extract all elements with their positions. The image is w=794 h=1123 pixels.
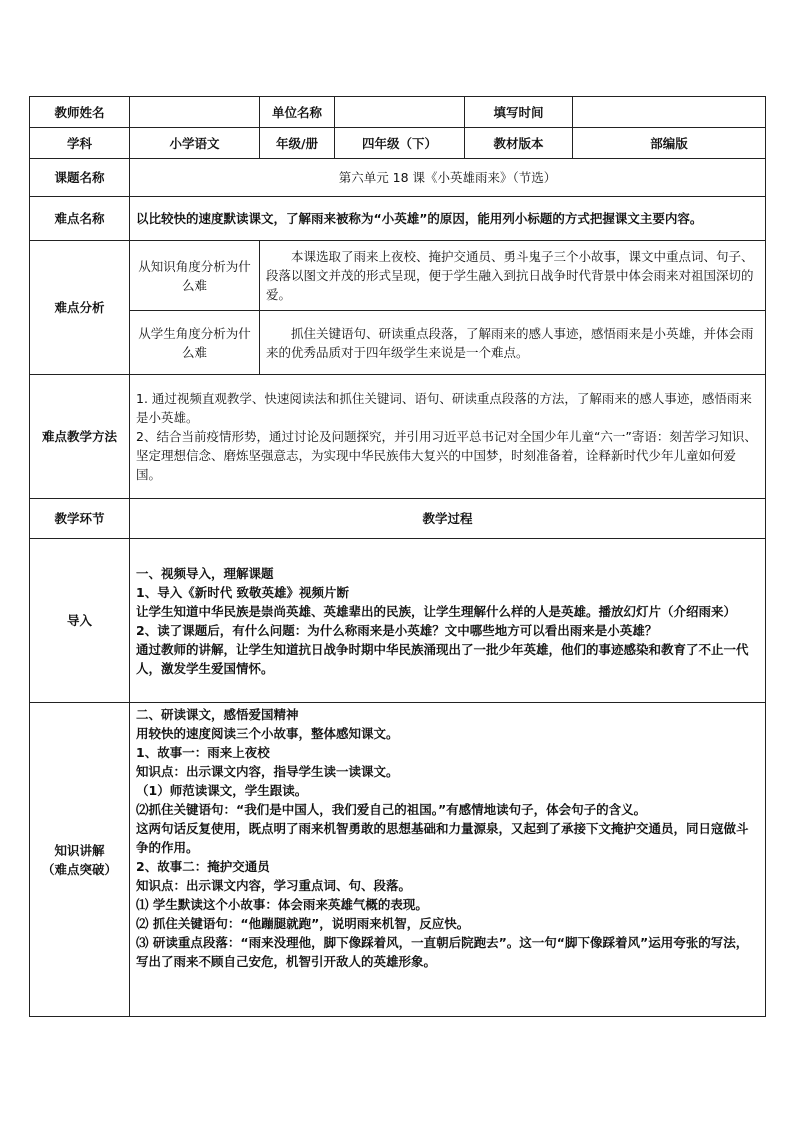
intro-line: 一、视频导入，理解课题 bbox=[136, 565, 274, 581]
table-row-knowledge bbox=[30, 703, 766, 1017]
intro-line: 让学生知道中华民族是崇尚英雄、英雄辈出的民族，让学生理解什么样的人是英雄。播放幻灯片（介绍雨来） bbox=[136, 603, 737, 619]
unit-name-label: 单位名称 bbox=[260, 97, 335, 128]
method-content bbox=[130, 375, 766, 499]
knowledge-line: ⑶ 研读重点段落：“雨来没理他，脚下像踩着风，一直朝后院跑去”。这一句“脚下像踩着风”运用夸张的写法，写出了雨来不顾自己安危，机智引开敌人的英雄形象。 bbox=[136, 935, 749, 969]
knowledge-content bbox=[130, 703, 766, 1017]
table-row-process-header bbox=[30, 499, 766, 539]
knowledge-line: 知识点：出示课文内容，指导学生读一读课文。 bbox=[136, 764, 399, 779]
lesson-plan-table bbox=[29, 96, 766, 1017]
knowledge-angle-label: 从知识角度分析为什么难 bbox=[130, 241, 260, 311]
teacher-name-label: 教师姓名 bbox=[30, 97, 130, 128]
difficulty-value: 以比较快的速度默读课文，了解雨来被称为“小英雄”的原因，能用列小标题的方式把握课文主要内容。 bbox=[130, 197, 766, 241]
knowledge-angle-value: 本课选取了雨来上夜校、掩护交通员、勇斗鬼子三个小故事，课文中重点词、句子、段落以图文并茂的形式呈现，便于学生融入到抗日战争时代背景中体会雨来对祖国深切的爱。 bbox=[260, 241, 766, 311]
knowledge-line: 2、故事二：掩护交通员 bbox=[136, 859, 270, 874]
intro-line: 2、读了课题后，有什么问题：为什么称雨来是小英雄？文中哪些地方可以看出雨来是小英雄？ bbox=[136, 622, 658, 638]
table-row-subject bbox=[30, 128, 766, 159]
edition-value: 部编版 bbox=[573, 128, 766, 159]
topic-value: 第六单元 18 课《小英雄雨来》（节选） bbox=[130, 159, 766, 197]
knowledge-line: 用较快的速度阅读三个小故事，整体感知课文。 bbox=[136, 726, 399, 741]
grade-value: 四年级（下） bbox=[335, 128, 465, 159]
fill-date-label: 填写时间 bbox=[465, 97, 573, 128]
student-angle-label: 从学生角度分析为什么难 bbox=[130, 311, 260, 375]
intro-content bbox=[130, 539, 766, 703]
table-row-intro bbox=[30, 539, 766, 703]
intro-label: 导入 bbox=[30, 539, 130, 703]
table-row-method bbox=[30, 375, 766, 499]
knowledge-line: ⑵ 抓住关键语句：“他蹦腿就跑”，说明雨来机智，反应快。 bbox=[136, 916, 470, 931]
topic-label: 课题名称 bbox=[30, 159, 130, 197]
knowledge-line: 1、故事一：雨来上夜校 bbox=[136, 745, 270, 760]
table-row-teacher bbox=[30, 97, 766, 128]
grade-label: 年级/册 bbox=[260, 128, 335, 159]
unit-name-value bbox=[335, 97, 465, 128]
analysis-label: 难点分析 bbox=[30, 241, 130, 375]
lesson-plan-page bbox=[29, 96, 765, 1017]
intro-line: 通过教师的讲解，让学生知道抗日战争时期中华民族涌现出了一批少年英雄，他们的事迹感染和教育了不止一代人，激发学生爱国情怀。 bbox=[136, 641, 749, 676]
method-item: 2、结合当前疫情形势，通过讨论及问题探究，并引用习近平总书记对全国少年儿童“六一”寄语：刻苦学习知识、坚定理想信念、磨炼坚强意志，为实现中华民族伟大复兴的中国梦，时刻准备着，诠释新时代少年儿童如何爱国。 bbox=[136, 429, 757, 482]
process-header-label: 教学过程 bbox=[130, 499, 766, 539]
teacher-name-value bbox=[130, 97, 260, 128]
table-row-topic bbox=[30, 159, 766, 197]
knowledge-line: （1）师范读课文，学生跟读。 bbox=[136, 783, 308, 798]
table-row-analysis-student bbox=[30, 311, 766, 375]
knowledge-line: 知识点：出示课文内容，学习重点词、句、段落。 bbox=[136, 878, 412, 893]
knowledge-line: 二、研读课文，感悟爱国精神 bbox=[136, 707, 299, 722]
knowledge-line: ⑵抓住关键语句：“我们是中国人，我们爱自己的祖国。”有感情地读句子，体会句子的含义。 bbox=[136, 802, 647, 817]
table-row-analysis-knowledge bbox=[30, 241, 766, 311]
knowledge-line: 这两句话反复使用，既点明了雨来机智勇敢的思想基础和力量源泉，又起到了承接下文掩护交通员，同日寇做斗争的作用。 bbox=[136, 821, 749, 855]
method-item: 1. 通过视频直观教学、快速阅读法和抓住关键词、语句、研读重点段落的方法，了解雨来的感人事迹，感悟雨来是小英雄。 bbox=[136, 391, 752, 425]
table-row-difficulty bbox=[30, 197, 766, 241]
difficulty-label: 难点名称 bbox=[30, 197, 130, 241]
subject-value: 小学语文 bbox=[130, 128, 260, 159]
method-label: 难点教学方法 bbox=[30, 375, 130, 499]
stage-header-label: 教学环节 bbox=[30, 499, 130, 539]
subject-label: 学科 bbox=[30, 128, 130, 159]
knowledge-label bbox=[30, 703, 130, 1017]
knowledge-label-line1: 知识讲解 bbox=[54, 842, 105, 858]
knowledge-line: ⑴ 学生默读这个小故事：体会雨来英雄气概的表现。 bbox=[136, 897, 428, 912]
intro-line: 1、导入《新时代 致敬英雄》视频片断 bbox=[136, 584, 350, 600]
edition-label: 教材版本 bbox=[465, 128, 573, 159]
knowledge-label-line2: （难点突破） bbox=[41, 861, 117, 877]
fill-date-value bbox=[573, 97, 766, 128]
student-angle-value: 抓住关键语句、研读重点段落，了解雨来的感人事迹，感悟雨来是小英雄，并体会雨来的优秀品质对于四年级学生来说是一个难点。 bbox=[260, 311, 766, 375]
